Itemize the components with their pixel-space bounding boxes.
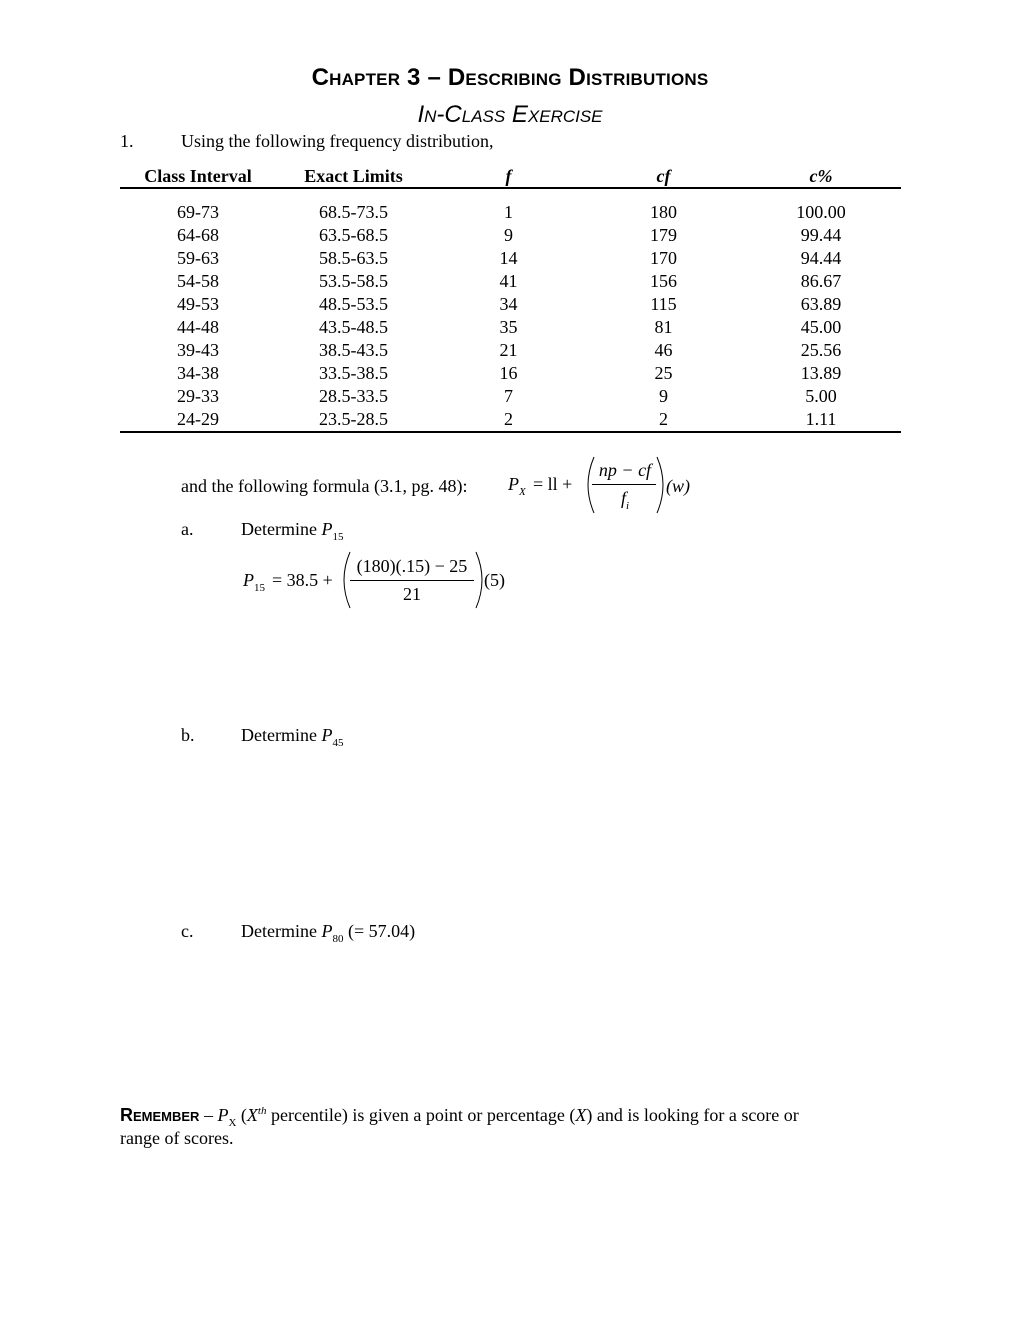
- table-cell: 43.5-48.5: [319, 317, 388, 337]
- table-row: [120, 385, 901, 408]
- table-cell: 25.56: [800, 340, 842, 360]
- table-cell: 25: [654, 363, 673, 383]
- table-cell: 23.5-28.5: [276, 408, 431, 432]
- table-cell: 81: [654, 317, 673, 337]
- work-p-sub: 15: [254, 582, 265, 594]
- table-cell: 54-58: [177, 271, 219, 291]
- table-cell: 5.00: [805, 386, 837, 406]
- table-cell: 59-63: [177, 248, 219, 268]
- table-cell: 13.89: [800, 363, 842, 383]
- page-subtitle: In-Class Exercise: [417, 101, 603, 128]
- table-cell: 100.00: [796, 202, 846, 222]
- table-cell: 1.11: [741, 408, 901, 432]
- table-cell: 39-43: [177, 340, 219, 360]
- table-cell: 9: [504, 225, 513, 245]
- header-cf: cf: [586, 162, 741, 188]
- table-cell: 69-73: [177, 202, 219, 222]
- question-number: 1.: [120, 131, 134, 151]
- table-cell: 156: [650, 271, 677, 291]
- work-lhs: [243, 570, 265, 594]
- table-cell: 35: [499, 317, 518, 337]
- table-header-row: [120, 162, 901, 188]
- part-b-p: P: [321, 725, 333, 745]
- part-a-sub: 15: [332, 531, 344, 543]
- formula-p: P: [508, 474, 519, 494]
- table-row: [120, 270, 901, 293]
- part-b-text: [241, 725, 344, 749]
- formula-numerator: np − cf: [598, 460, 652, 480]
- remember-p: P: [217, 1105, 229, 1125]
- table-cell: 179: [650, 225, 677, 245]
- part-a-p: P: [321, 519, 333, 539]
- remember-open: (: [236, 1105, 247, 1125]
- table-cell: 94.44: [800, 248, 842, 268]
- part-c-text: [241, 921, 416, 945]
- table-cell: 24-29: [120, 408, 276, 432]
- header-f: f: [431, 162, 586, 188]
- part-a-label: a.: [181, 519, 194, 539]
- table-cell: 44-48: [177, 317, 219, 337]
- formula-f: f: [620, 488, 626, 508]
- remember-p-sub: X: [228, 1117, 237, 1129]
- table-cell: 16: [499, 363, 518, 383]
- table-cell: 21: [499, 340, 518, 360]
- remember-x: X: [246, 1105, 258, 1125]
- table-cell: 63.89: [800, 294, 842, 314]
- remember-label: Remember: [120, 1105, 200, 1125]
- formula-lhs: [508, 474, 526, 498]
- table-cell: 28.5-33.5: [319, 386, 388, 406]
- table-cell: 38.5-43.5: [319, 340, 388, 360]
- table-cell: 46: [654, 340, 673, 360]
- header-cpercent: c%: [741, 162, 901, 188]
- formula-p-sub: X: [519, 486, 526, 498]
- table-cell: 63.5-68.5: [319, 225, 388, 245]
- remember-line2: range of scores.: [120, 1128, 234, 1148]
- table-cell: 170: [650, 248, 677, 268]
- table-cell: 34-38: [177, 363, 219, 383]
- table-row: [120, 316, 901, 339]
- work-p: P: [243, 570, 254, 590]
- part-b-label: b.: [181, 725, 195, 745]
- table-cell: 1: [504, 202, 513, 222]
- table-cell: 64-68: [177, 225, 219, 245]
- part-a-text: [241, 519, 344, 543]
- table-cell: 115: [650, 294, 677, 314]
- table-cell: 34: [499, 294, 518, 314]
- header-class-interval: Class Interval: [120, 162, 276, 188]
- table-cell: 58.5-63.5: [319, 248, 388, 268]
- page-title: Chapter 3 – Describing Distributions: [311, 64, 709, 91]
- table-row: [120, 408, 901, 432]
- table-row: [120, 224, 901, 247]
- formula-eq: = ll +: [533, 474, 573, 494]
- table-cell: 41: [499, 271, 518, 291]
- remember-dash: –: [199, 1105, 218, 1125]
- table-cell: 99.44: [800, 225, 842, 245]
- work-denominator: 21: [403, 584, 421, 604]
- work-numerator: (180)(.15) − 25: [356, 556, 468, 576]
- table-cell: 53.5-58.5: [319, 271, 388, 291]
- formula-factor: (w): [666, 476, 690, 496]
- work-factor: (5): [484, 570, 505, 590]
- part-c-suffix: (= 57.04): [343, 921, 416, 941]
- formula-f-sub: i: [625, 500, 630, 512]
- table-row: [120, 247, 901, 270]
- remember-rest1: percentile) is given a point or percentage (: [266, 1105, 576, 1125]
- table-row: [120, 339, 901, 362]
- table-cell: 2: [431, 408, 586, 432]
- formula-denominator: [590, 488, 660, 512]
- remember-x2: X: [575, 1105, 587, 1125]
- work-fraction-bar: [350, 580, 474, 581]
- remember-rest2: ) and is looking for a score or: [586, 1105, 799, 1125]
- work-eq: = 38.5 +: [272, 570, 333, 590]
- part-b-sub: 45: [332, 737, 344, 749]
- table-cell: 48.5-53.5: [319, 294, 388, 314]
- formula-intro: and the following formula (3.1, pg. 48):: [181, 476, 468, 496]
- table-cell: 7: [504, 386, 513, 406]
- table-cell: 86.67: [800, 271, 842, 291]
- part-c-label: c.: [181, 921, 194, 941]
- part-c-determine: Determine: [241, 921, 322, 941]
- remember-th: th: [257, 1105, 267, 1117]
- table-cell: 9: [659, 386, 668, 406]
- part-a-determine: Determine: [241, 519, 322, 539]
- table-cell: 33.5-38.5: [319, 363, 388, 383]
- table-cell: 29-33: [177, 386, 219, 406]
- table-cell: 45.00: [800, 317, 842, 337]
- formula-fraction-bar: [592, 484, 656, 485]
- table-cell: 68.5-73.5: [319, 202, 388, 222]
- frequency-table: [120, 162, 901, 433]
- part-b-determine: Determine: [241, 725, 322, 745]
- part-c-sub: 80: [332, 933, 344, 945]
- table-cell: 49-53: [177, 294, 219, 314]
- question-prompt: Using the following frequency distribution,: [181, 131, 494, 151]
- table-row: [120, 293, 901, 316]
- table-cell: 2: [586, 408, 741, 432]
- header-exact-limits: Exact Limits: [276, 162, 431, 188]
- table-cell: 14: [499, 248, 518, 268]
- remember-note: [120, 1105, 799, 1129]
- part-c-p: P: [321, 921, 333, 941]
- table-cell: 180: [650, 202, 677, 222]
- table-row: [120, 201, 901, 224]
- table-row: [120, 362, 901, 385]
